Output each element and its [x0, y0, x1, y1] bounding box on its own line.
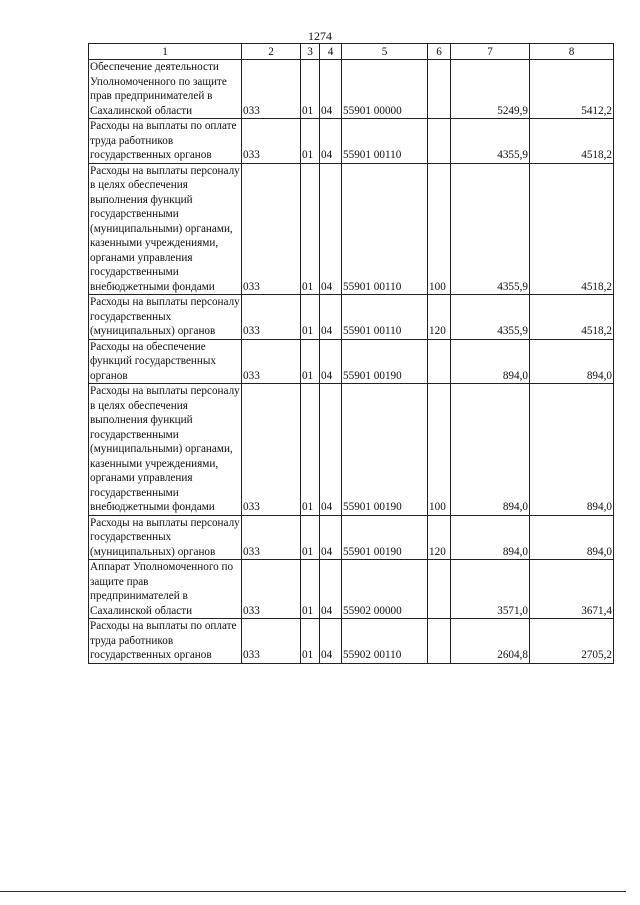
expense-type-cell [428, 339, 451, 384]
amount-year2-cell: 2705,2 [530, 619, 614, 664]
ministry-code-cell: 033 [242, 560, 301, 619]
ministry-code-cell: 033 [242, 295, 301, 340]
target-code-cell: 55901 00190 [342, 339, 428, 384]
column-header: 1 [89, 44, 242, 60]
expense-type-cell [428, 560, 451, 619]
amount-year1-cell: 894,0 [451, 384, 530, 516]
expense-name-cell: Расходы на выплаты персоналу государственных (муниципальных) органов [90, 516, 240, 558]
amount-year2-cell: 5412,2 [530, 60, 614, 119]
section-code-cell: 01 [301, 384, 320, 516]
table-row [89, 163, 614, 295]
subsection-code-cell: 04 [320, 560, 342, 619]
amount-year1-cell: 3571,0 [451, 560, 530, 619]
section-code-cell: 01 [301, 515, 320, 560]
table-row [89, 619, 614, 664]
subsection-code-cell: 04 [320, 619, 342, 664]
amount-year2-cell: 4518,2 [530, 295, 614, 340]
expense-name-cell: Аппарат Уполномоченного по защите прав предпринимателей в Сахалинской области [89, 560, 242, 619]
target-code-cell: 55901 00190 [342, 384, 428, 516]
amount-year1-cell: 4355,9 [451, 163, 530, 295]
table-row [89, 339, 614, 384]
amount-year1-cell: 2604,8 [451, 619, 530, 664]
header-row [89, 44, 614, 60]
amount-year2-cell: 3671,4 [530, 560, 614, 619]
amount-year1-cell: 894,0 [451, 339, 530, 384]
amount-year2-cell: 894,0 [530, 384, 614, 516]
subsection-code-cell: 04 [320, 119, 342, 164]
section-code-cell: 01 [301, 339, 320, 384]
expense-name-cell: Расходы на выплаты по оплате труда работников государственных органов [89, 619, 242, 664]
expense-type-cell [428, 119, 451, 164]
amount-year1-cell: 4355,9 [451, 119, 530, 164]
bottom-rule [0, 891, 626, 892]
expense-type-cell: 100 [428, 163, 451, 295]
expense-type-cell [428, 619, 451, 664]
expense-type-cell: 100 [428, 384, 451, 516]
expense-type-cell: 120 [428, 295, 451, 340]
expense-type-cell: 120 [428, 515, 451, 560]
page-number: 1274 [308, 29, 332, 43]
column-header: 5 [342, 44, 428, 60]
section-code-cell: 01 [301, 560, 320, 619]
column-header: 4 [320, 44, 342, 60]
amount-year1-cell: 4355,9 [451, 295, 530, 340]
ministry-code-cell: 033 [242, 60, 301, 119]
column-header: 7 [451, 44, 530, 60]
target-code-cell: 55901 00110 [342, 295, 428, 340]
expense-name-cell: Расходы на выплаты по оплате труда работников государственных органов [89, 119, 242, 164]
table-row [89, 295, 614, 340]
ministry-code-cell: 033 [242, 119, 301, 164]
target-code-cell: 55901 00110 [342, 163, 428, 295]
section-code-cell: 01 [301, 295, 320, 340]
target-code-cell: 55901 00000 [342, 60, 428, 119]
section-code-cell: 01 [301, 619, 320, 664]
target-code-cell: 55901 00110 [342, 119, 428, 164]
table-row [89, 60, 614, 119]
amount-year2-cell: 4518,2 [530, 119, 614, 164]
ministry-code-cell: 033 [242, 339, 301, 384]
expense-name-cell: Расходы на выплаты персоналу в целях обеспечения выполнения функций государственными (муниципальными) органами, казенными учреждениями, органами управления государственными внебюджетными фондами [90, 164, 240, 293]
ministry-code-cell: 033 [242, 515, 301, 560]
table-row [89, 384, 614, 516]
section-code-cell: 01 [301, 60, 320, 119]
section-code-cell: 01 [301, 163, 320, 295]
table-row [89, 560, 614, 619]
target-code-cell: 55902 00000 [342, 560, 428, 619]
ministry-code-cell: 033 [242, 619, 301, 664]
amount-year2-cell: 4518,2 [530, 163, 614, 295]
subsection-code-cell: 04 [320, 295, 342, 340]
subsection-code-cell: 04 [320, 339, 342, 384]
expense-name-cell: Расходы на выплаты персоналу в целях обеспечения выполнения функций государственными (муниципальными) органами, казенными учреждениями, органами управления государственными внебюджетными фондами [90, 385, 240, 513]
amount-year1-cell: 5249,9 [451, 60, 530, 119]
amount-year2-cell: 894,0 [530, 339, 614, 384]
amount-year2-cell: 894,0 [530, 515, 614, 560]
subsection-code-cell: 04 [320, 60, 342, 119]
amount-year1-cell: 894,0 [451, 515, 530, 560]
subsection-code-cell: 04 [320, 163, 342, 295]
column-header: 6 [428, 44, 451, 60]
expense-type-cell [428, 60, 451, 119]
expense-name-cell: Обеспечение деятельности Уполномоченного по защите прав предпринимателей в Сахалинской области [89, 60, 242, 119]
column-header: 3 [301, 44, 320, 60]
section-code-cell: 01 [301, 119, 320, 164]
table-row [89, 515, 614, 560]
ministry-code-cell: 033 [242, 384, 301, 516]
target-code-cell: 55902 00110 [342, 619, 428, 664]
expense-name-cell: Расходы на выплаты персоналу государственных (муниципальных) органов [90, 296, 240, 337]
target-code-cell: 55901 00190 [342, 515, 428, 560]
table-row [89, 119, 614, 164]
subsection-code-cell: 04 [320, 515, 342, 560]
column-header: 2 [242, 44, 301, 60]
expense-name-cell: Расходы на обеспечение функций государственных органов [89, 339, 242, 384]
column-header: 8 [530, 44, 614, 60]
ministry-code-cell: 033 [242, 163, 301, 295]
subsection-code-cell: 04 [320, 384, 342, 516]
budget-table [88, 43, 614, 664]
